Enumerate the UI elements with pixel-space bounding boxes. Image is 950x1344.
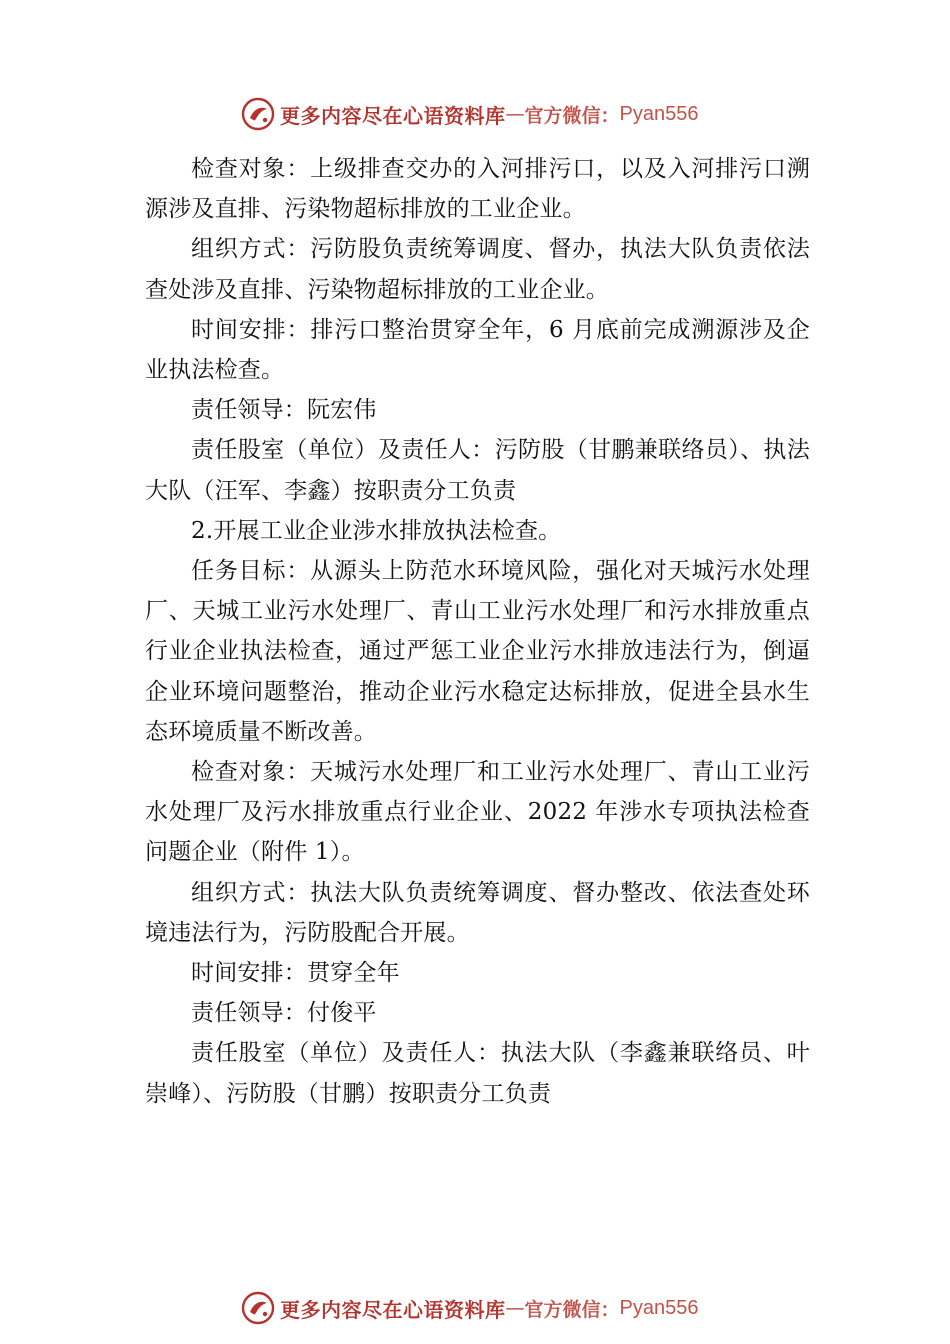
document-body — [145, 149, 810, 1114]
watermark-wechat-label: 官方微信： — [524, 1298, 620, 1321]
watermark-header — [240, 94, 740, 134]
paragraph-inspection-target-1: 检查对象：上级排查交办的入河排污口，以及入河排污口溯源涉及直排、污染物超标排放的工业企业。 — [145, 156, 810, 223]
watermark-brand-text: 更多内容尽在心语资料库 — [280, 103, 506, 128]
brand-logo-icon — [240, 96, 276, 132]
paragraph-leader-2: 责任领导：付俊平 — [191, 1000, 377, 1027]
paragraph-task-goal-2: 任务目标：从源头上防范水环境风险，强化对天城污水处理厂、天城工业污水处理厂、青山工业污水处理厂和污水排放重点行业企业执法检查，通过严惩工业企业污水排放违法行为，倒逼企业环境问题整治，推动企业污水稳定达标排放，促进全县水生态环境质量不断改善。 — [145, 558, 810, 745]
watermark-wechat-id: Pyan556 — [619, 1296, 699, 1319]
paragraph-schedule-1: 时间安排：排污口整治贯穿全年，6 月底前完成溯源涉及企业执法检查。 — [145, 316, 810, 384]
paragraph-organization-2: 组织方式：执法大队负责统筹调度、督办整改、依法查处环境违法行为，污防股配合开展。 — [145, 879, 810, 946]
watermark-dash: — — [505, 1297, 525, 1319]
watermark-wechat-label: 官方微信： — [524, 104, 620, 127]
watermark-dash: — — [505, 103, 525, 125]
paragraph-inspection-target-2: 检查对象：天城污水处理厂和工业污水处理厂、青山工业污水处理厂及污水排放重点行业企业、2022 年涉水专项执法检查问题企业（附件 1）。 — [145, 759, 810, 866]
paragraph-schedule-2: 时间安排：贯穿全年 — [191, 960, 400, 987]
watermark-footer — [240, 1288, 740, 1328]
brand-logo-icon — [240, 1290, 276, 1326]
paragraph-responsible-2: 责任股室（单位）及责任人：执法大队（李鑫兼联络员、叶崇峰）、污防股（甘鹏）按职责分工负责 — [145, 1040, 810, 1107]
watermark-brand-text: 更多内容尽在心语资料库 — [280, 1297, 506, 1322]
watermark-wechat-id: Pyan556 — [619, 102, 699, 125]
paragraph-leader-1: 责任领导：阮宏伟 — [191, 397, 377, 424]
paragraph-responsible-1: 责任股室（单位）及责任人：污防股（甘鹏兼联络员）、执法大队（汪军、李鑫）按职责分工负责 — [145, 437, 810, 504]
paragraph-section-heading-2: 2.开展工业企业涉水排放执法检查。 — [191, 517, 562, 544]
paragraph-organization-1: 组织方式：污防股负责统筹调度、督办，执法大队负责依法查处涉及直排、污染物超标排放的工业企业。 — [145, 236, 810, 303]
